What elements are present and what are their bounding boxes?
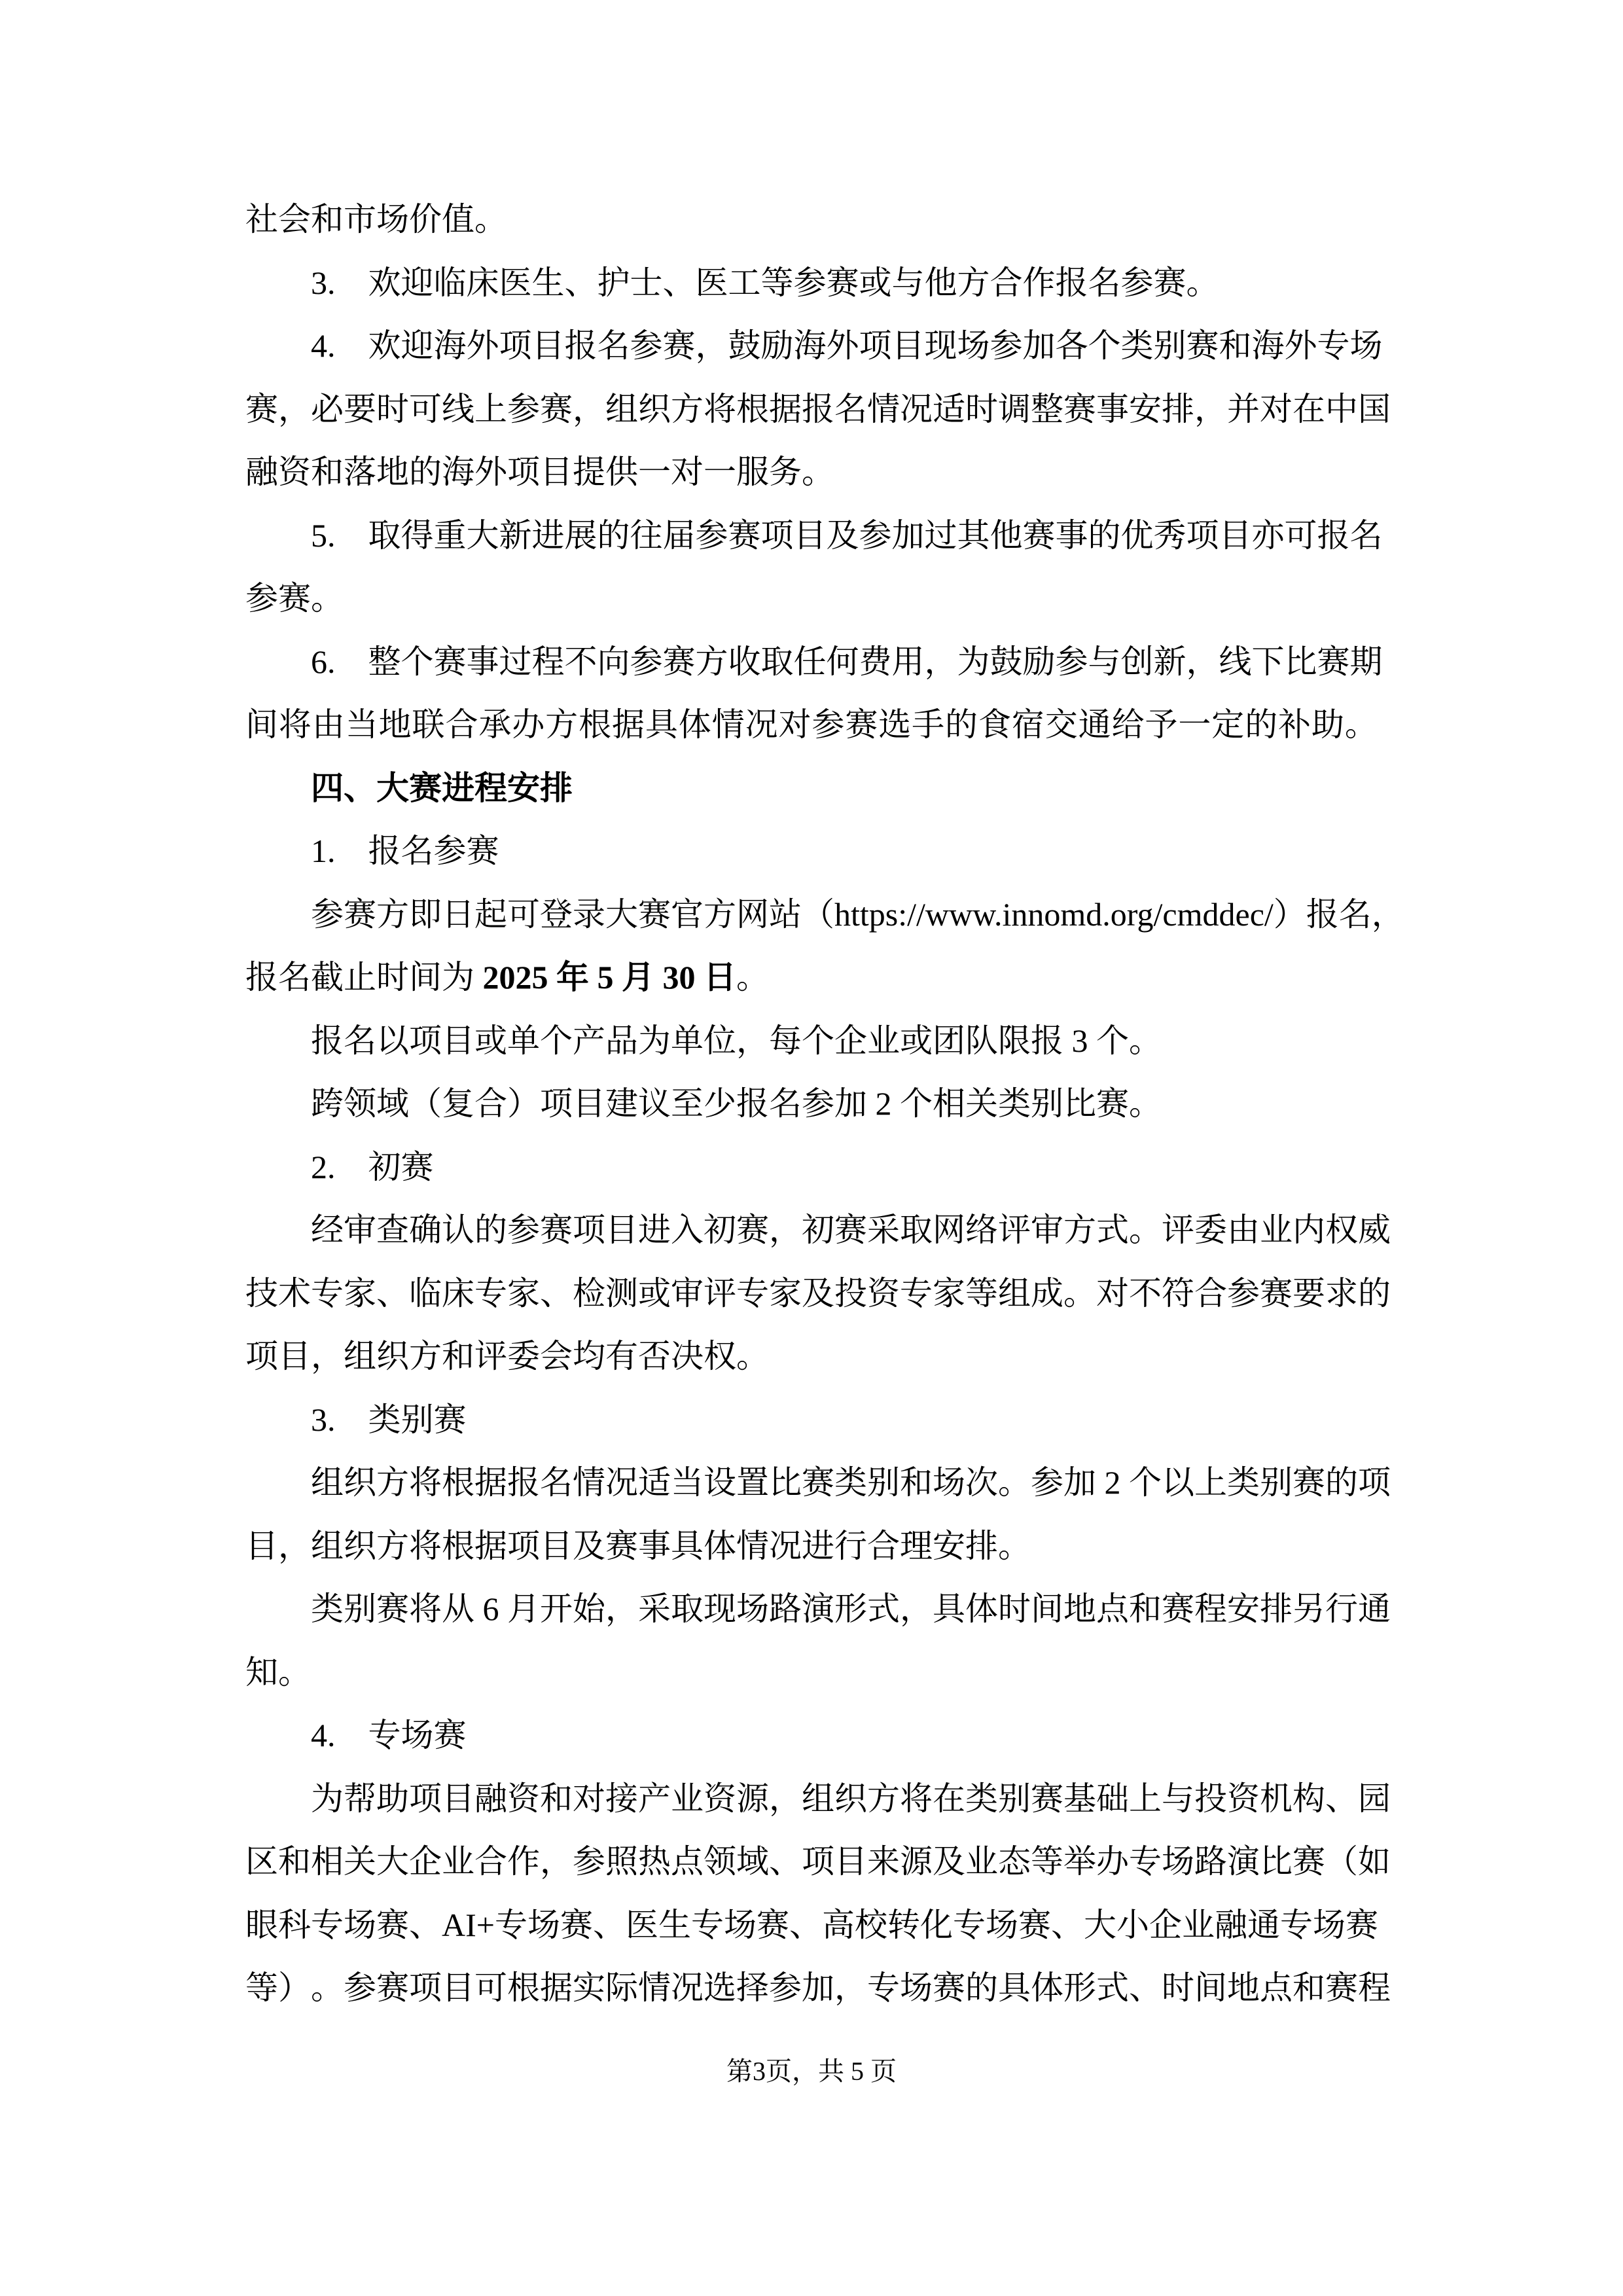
text-line: 6. 整 个 赛 事 过 程 不 向 参 赛 方 收 取 任 何 费 用 ， 为 鼓 励 参 与 创 新 ， 线 下 比 赛 期 [311,643,1383,680]
text-line: 融资和落地的海外项目提供一对一服务。 [245,454,834,490]
text-line: 等 ） 。 参 赛 项 目 可 根 据 实 际 情 况 选 择 参 加 ， 专 场 赛 的 具 体 形 式 、 时 间 地 点 和 赛 程 [245,1969,1391,2006]
text-line: 1. 报名参赛 [311,833,499,869]
text-line: 3. 类别赛 [311,1401,467,1438]
text-line: 区 和 相 关 大 企 业 合 作 ， 参 照 热 点 领 域 、 项 目 来 源 及 业 态 等 举 办 专 场 路 演 比 赛 （ 如 [245,1843,1391,1880]
text-line: 4. 欢 迎 海 外 项 目 报 名 参 赛 ， 鼓 励 海 外 项 目 现 场 参 加 各 个 类 别 赛 和 海 外 专 场 [311,327,1383,364]
text-line: 目，组织方将根据项目及赛事具体情况进行合理安排。 [245,1527,1031,1564]
text-line: 跨领域（复合）项目建议至少报名参加 2 个相关类别比赛。 [311,1085,1162,1122]
bold-text: 2025 年 5 月 30 日 [482,959,736,996]
text-line: 4. 专场赛 [311,1717,467,1753]
text-body [245,188,1404,2020]
text-segment: 。 [736,959,769,996]
page-footer: 第3页，共 5 页 [726,2056,897,2086]
text-segment: 报名截止时间为 [245,959,483,996]
text-line: 知。 [245,1653,311,1691]
text-line: 3. 欢迎临床医生、护士、医工等参赛或与他方合作报名参赛。 [311,264,1219,301]
text-line: 项目，组织方和评委会均有否决权。 [245,1338,769,1374]
text-line: 赛 ， 必 要 时 可 线 上 参 赛 ， 组 织 方 将 根 据 报 名 情 况 适 时 调 整 赛 事 安 排 ， 并 对 在 中 国 [245,390,1391,427]
text-line: 类 别 赛 将 从 6 月 开 始 ， 采 取 现 场 路 演 形 式 ， 具 体 时 间 地 点 和 赛 程 安 排 另 行 通 [311,1590,1391,1627]
text-line: 报名以项目或单个产品为单位，每个企业或团队限报 3 个。 [311,1022,1162,1059]
text-line: 参赛。 [245,580,344,617]
text-line: 参 赛 方 即 日 起 可 登 录 大 赛 官 方 网 站 （ https://www.innomd.org/cmddec/ ） 报 名 ， [311,895,1404,933]
text-line: 经 审 查 确 认 的 参 赛 项 目 进 入 初 赛 ， 初 赛 采 取 网 络 评 审 方 式 。 评 委 由 业 内 权 威 [311,1211,1391,1248]
text-line: 5. 取 得 重 大 新 进 展 的 往 届 参 赛 项 目 及 参 加 过 其 他 赛 事 的 优 秀 项 目 亦 可 报 名 [311,516,1383,554]
text-line: 技 术 专 家 、 临 床 专 家 、 检 测 或 审 评 专 家 及 投 资 专 家 等 组 成 。 对 不 符 合 参 赛 要 求 的 [245,1274,1391,1312]
text-line: 为 帮 助 项 目 融 资 和 对 接 产 业 资 源 ， 组 织 方 将 在 类 别 赛 基 础 上 与 投 资 机 构 、 园 [311,1780,1391,1817]
text-line: 2. 初赛 [311,1148,434,1185]
text-line: 间 将 由 当 地 联 合 承 办 方 根 据 具 体 情 况 对 参 赛 选 手 的 食 宿 交 通 给 予 一 定 的 补 助 。 [245,706,1378,743]
text-line [245,946,1378,1009]
text-line: 组 织 方 将 根 据 报 名 情 况 适 当 设 置 比 赛 类 别 和 场 次 。 参 加 2 个 以 上 类 别 赛 的 项 [311,1464,1391,1501]
text-line: 社会和市场价值。 [245,201,507,238]
text-line: 眼 科 专 场 赛 、 AI+ 专 场 赛 、 医 生 专 场 赛 、 高 校 转 化 专 场 赛 、 大 小 企 业 融 通 专 场 赛 [245,1906,1378,1943]
section-heading: 四、大赛进程安排 [311,769,573,806]
